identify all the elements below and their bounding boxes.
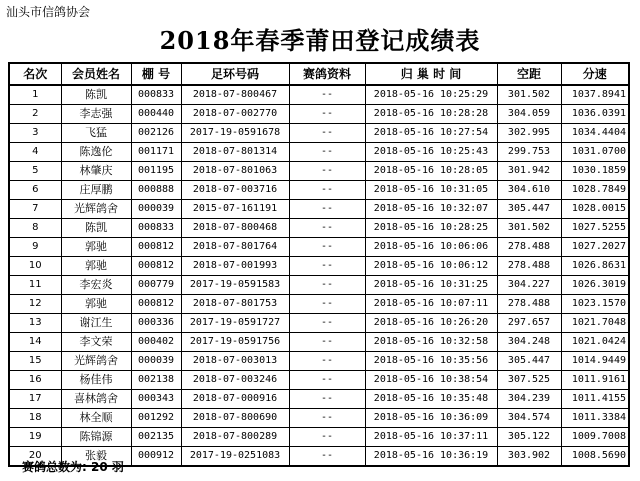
cell-pigeon-info: --: [289, 371, 365, 390]
cell-rank: 7: [9, 200, 61, 219]
cell-distance: 304.239: [497, 390, 561, 409]
cell-pigeon-info: --: [289, 162, 365, 181]
cell-loft-number: 000812: [131, 257, 181, 276]
col-distance-header: 空距: [497, 63, 561, 85]
cell-arrival-time: 2018-05-16 10:38:54: [365, 371, 497, 390]
cell-member-name: 李文荣: [61, 333, 131, 352]
cell-arrival-time: 2018-05-16 10:37:11: [365, 428, 497, 447]
cell-loft-number: 000039: [131, 352, 181, 371]
cell-ring-number: 2018-07-002770: [181, 105, 289, 124]
table-row: [9, 276, 629, 295]
cell-speed: 1009.7008: [561, 428, 629, 447]
cell-arrival-time: 2018-05-16 10:36:09: [365, 409, 497, 428]
cell-loft-number: 002135: [131, 428, 181, 447]
table-row: [9, 238, 629, 257]
cell-rank: 9: [9, 238, 61, 257]
header-row: [9, 63, 629, 85]
cell-rank: 2: [9, 105, 61, 124]
col-arrival-header: 归 巢 时 间: [365, 63, 497, 85]
cell-member-name: 郭驰: [61, 257, 131, 276]
col-rank-header: 名次: [9, 63, 61, 85]
results-table: [8, 62, 630, 467]
cell-member-name: 陈凯: [61, 219, 131, 238]
cell-distance: 297.657: [497, 314, 561, 333]
cell-pigeon-info: --: [289, 276, 365, 295]
cell-distance: 304.248: [497, 333, 561, 352]
cell-rank: 6: [9, 181, 61, 200]
cell-ring-number: 2018-07-800467: [181, 85, 289, 105]
cell-loft-number: 002138: [131, 371, 181, 390]
table-row: [9, 295, 629, 314]
cell-arrival-time: 2018-05-16 10:27:54: [365, 124, 497, 143]
cell-ring-number: 2018-07-003716: [181, 181, 289, 200]
cell-loft-number: 000888: [131, 181, 181, 200]
cell-rank: 10: [9, 257, 61, 276]
cell-loft-number: 000812: [131, 238, 181, 257]
cell-speed: 1008.5690: [561, 447, 629, 467]
cell-rank: 3: [9, 124, 61, 143]
cell-arrival-time: 2018-05-16 10:06:12: [365, 257, 497, 276]
cell-arrival-time: 2018-05-16 10:36:19: [365, 447, 497, 467]
cell-loft-number: 000440: [131, 105, 181, 124]
cell-pigeon-info: --: [289, 143, 365, 162]
cell-ring-number: 2018-07-003246: [181, 371, 289, 390]
cell-loft-number: 000812: [131, 295, 181, 314]
cell-distance: 278.488: [497, 257, 561, 276]
total-pigeons: 赛鸽总数为: 20 羽: [22, 460, 124, 474]
cell-distance: 304.227: [497, 276, 561, 295]
cell-arrival-time: 2018-05-16 10:31:25: [365, 276, 497, 295]
cell-arrival-time: 2018-05-16 10:25:29: [365, 85, 497, 105]
cell-rank: 19: [9, 428, 61, 447]
cell-speed: 1028.7849: [561, 181, 629, 200]
report-title: 2018年春季莆田登记成绩表: [159, 26, 481, 55]
cell-loft-number: 001292: [131, 409, 181, 428]
cell-speed: 1026.8631: [561, 257, 629, 276]
cell-speed: 1023.1570: [561, 295, 629, 314]
cell-pigeon-info: --: [289, 333, 365, 352]
cell-distance: 303.902: [497, 447, 561, 467]
cell-speed: 1026.3019: [561, 276, 629, 295]
cell-speed: 1027.2027: [561, 238, 629, 257]
cell-pigeon-info: --: [289, 390, 365, 409]
cell-pigeon-info: --: [289, 295, 365, 314]
cell-rank: 11: [9, 276, 61, 295]
cell-arrival-time: 2018-05-16 10:31:05: [365, 181, 497, 200]
cell-member-name: 林全顺: [61, 409, 131, 428]
table-row: [9, 105, 629, 124]
cell-member-name: 郭驰: [61, 295, 131, 314]
table-row: [9, 124, 629, 143]
cell-pigeon-info: --: [289, 105, 365, 124]
cell-rank: 14: [9, 333, 61, 352]
cell-member-name: 林肇庆: [61, 162, 131, 181]
cell-distance: 305.122: [497, 428, 561, 447]
cell-speed: 1021.7048: [561, 314, 629, 333]
table-row: [9, 371, 629, 390]
col-member-header: 会员姓名: [61, 63, 131, 85]
col-ring-header: 足环号码: [181, 63, 289, 85]
cell-arrival-time: 2018-05-16 10:32:07: [365, 200, 497, 219]
cell-member-name: 光辉鸽舍: [61, 352, 131, 371]
cell-distance: 278.488: [497, 295, 561, 314]
cell-rank: 13: [9, 314, 61, 333]
cell-member-name: 飞猛: [61, 124, 131, 143]
cell-pigeon-info: --: [289, 314, 365, 333]
cell-ring-number: 2018-07-000916: [181, 390, 289, 409]
cell-speed: 1011.3384: [561, 409, 629, 428]
cell-pigeon-info: --: [289, 85, 365, 105]
cell-distance: 301.502: [497, 219, 561, 238]
col-loft-header: 棚 号: [131, 63, 181, 85]
cell-ring-number: 2017-19-0591583: [181, 276, 289, 295]
cell-pigeon-info: --: [289, 257, 365, 276]
cell-rank: 4: [9, 143, 61, 162]
table-row: [9, 333, 629, 352]
cell-distance: 301.942: [497, 162, 561, 181]
table-row: [9, 181, 629, 200]
table-row: [9, 143, 629, 162]
cell-speed: 1030.1859: [561, 162, 629, 181]
cell-loft-number: 000402: [131, 333, 181, 352]
cell-member-name: 李志强: [61, 105, 131, 124]
cell-ring-number: 2018-07-001993: [181, 257, 289, 276]
cell-member-name: 谢江生: [61, 314, 131, 333]
cell-loft-number: 000833: [131, 85, 181, 105]
table-row: [9, 352, 629, 371]
table-row: [9, 85, 629, 105]
cell-ring-number: 2018-07-003013: [181, 352, 289, 371]
cell-loft-number: 000912: [131, 447, 181, 467]
cell-distance: 307.525: [497, 371, 561, 390]
cell-pigeon-info: --: [289, 181, 365, 200]
cell-distance: 302.995: [497, 124, 561, 143]
table-row: [9, 314, 629, 333]
table-row: [9, 390, 629, 409]
cell-distance: 305.447: [497, 352, 561, 371]
cell-speed: 1037.8941: [561, 85, 629, 105]
cell-speed: 1027.5255: [561, 219, 629, 238]
cell-arrival-time: 2018-05-16 10:26:20: [365, 314, 497, 333]
cell-ring-number: 2018-07-801764: [181, 238, 289, 257]
cell-member-name: 光辉鸽舍: [61, 200, 131, 219]
cell-distance: 299.753: [497, 143, 561, 162]
cell-pigeon-info: --: [289, 428, 365, 447]
cell-rank: 12: [9, 295, 61, 314]
cell-rank: 1: [9, 85, 61, 105]
cell-distance: 304.059: [497, 105, 561, 124]
cell-member-name: 喜林鸽舍: [61, 390, 131, 409]
table-row: [9, 257, 629, 276]
cell-rank: 17: [9, 390, 61, 409]
cell-arrival-time: 2018-05-16 10:32:58: [365, 333, 497, 352]
table-row: [9, 162, 629, 181]
cell-speed: 1011.9161: [561, 371, 629, 390]
cell-speed: 1021.0424: [561, 333, 629, 352]
cell-speed: 1036.0391: [561, 105, 629, 124]
cell-ring-number: 2018-07-800690: [181, 409, 289, 428]
cell-speed: 1034.4404: [561, 124, 629, 143]
table-row: [9, 219, 629, 238]
cell-arrival-time: 2018-05-16 10:25:43: [365, 143, 497, 162]
cell-ring-number: 2017-19-0591727: [181, 314, 289, 333]
cell-rank: 8: [9, 219, 61, 238]
cell-distance: 304.610: [497, 181, 561, 200]
cell-loft-number: 000336: [131, 314, 181, 333]
cell-ring-number: 2018-07-800289: [181, 428, 289, 447]
cell-rank: 5: [9, 162, 61, 181]
cell-ring-number: 2015-07-161191: [181, 200, 289, 219]
cell-distance: 305.447: [497, 200, 561, 219]
cell-arrival-time: 2018-05-16 10:07:11: [365, 295, 497, 314]
cell-ring-number: 2018-07-800468: [181, 219, 289, 238]
table-row: [9, 200, 629, 219]
cell-arrival-time: 2018-05-16 10:28:25: [365, 219, 497, 238]
cell-pigeon-info: --: [289, 200, 365, 219]
cell-ring-number: 2018-07-801063: [181, 162, 289, 181]
cell-pigeon-info: --: [289, 219, 365, 238]
cell-ring-number: 2017-19-0591756: [181, 333, 289, 352]
cell-rank: 18: [9, 409, 61, 428]
cell-ring-number: 2018-07-801314: [181, 143, 289, 162]
cell-distance: 304.574: [497, 409, 561, 428]
cell-member-name: 陈凯: [61, 85, 131, 105]
cell-loft-number: 001195: [131, 162, 181, 181]
cell-member-name: 陈锦源: [61, 428, 131, 447]
cell-arrival-time: 2018-05-16 10:35:48: [365, 390, 497, 409]
cell-loft-number: 000343: [131, 390, 181, 409]
cell-ring-number: 2018-07-801753: [181, 295, 289, 314]
cell-member-name: 陈逸伦: [61, 143, 131, 162]
cell-arrival-time: 2018-05-16 10:28:28: [365, 105, 497, 124]
cell-ring-number: 2017-19-0251083: [181, 447, 289, 467]
cell-arrival-time: 2018-05-16 10:06:06: [365, 238, 497, 257]
table-row: [9, 428, 629, 447]
cell-distance: 278.488: [497, 238, 561, 257]
cell-rank: 16: [9, 371, 61, 390]
cell-pigeon-info: --: [289, 447, 365, 467]
cell-speed: 1014.9449: [561, 352, 629, 371]
cell-rank: 15: [9, 352, 61, 371]
table-row: [9, 409, 629, 428]
cell-pigeon-info: --: [289, 124, 365, 143]
cell-member-name: 庄厚鹏: [61, 181, 131, 200]
cell-speed: 1028.0015: [561, 200, 629, 219]
cell-member-name: 郭驰: [61, 238, 131, 257]
cell-member-name: 张毅: [61, 447, 131, 467]
cell-loft-number: 001171: [131, 143, 181, 162]
cell-arrival-time: 2018-05-16 10:28:05: [365, 162, 497, 181]
cell-pigeon-info: --: [289, 238, 365, 257]
cell-member-name: 李宏炎: [61, 276, 131, 295]
cell-rank: 20: [9, 447, 61, 467]
cell-speed: 1031.0700: [561, 143, 629, 162]
cell-loft-number: 000779: [131, 276, 181, 295]
col-speed-header: 分速: [561, 63, 629, 85]
cell-loft-number: 000833: [131, 219, 181, 238]
organization-name: 汕头市信鸽协会: [6, 5, 91, 19]
cell-loft-number: 000039: [131, 200, 181, 219]
cell-pigeon-info: --: [289, 409, 365, 428]
cell-distance: 301.502: [497, 85, 561, 105]
cell-member-name: 杨佳伟: [61, 371, 131, 390]
cell-arrival-time: 2018-05-16 10:35:56: [365, 352, 497, 371]
cell-speed: 1011.4155: [561, 390, 629, 409]
cell-ring-number: 2017-19-0591678: [181, 124, 289, 143]
col-pigeon-info-header: 赛鸽资料: [289, 63, 365, 85]
cell-pigeon-info: --: [289, 352, 365, 371]
cell-loft-number: 002126: [131, 124, 181, 143]
